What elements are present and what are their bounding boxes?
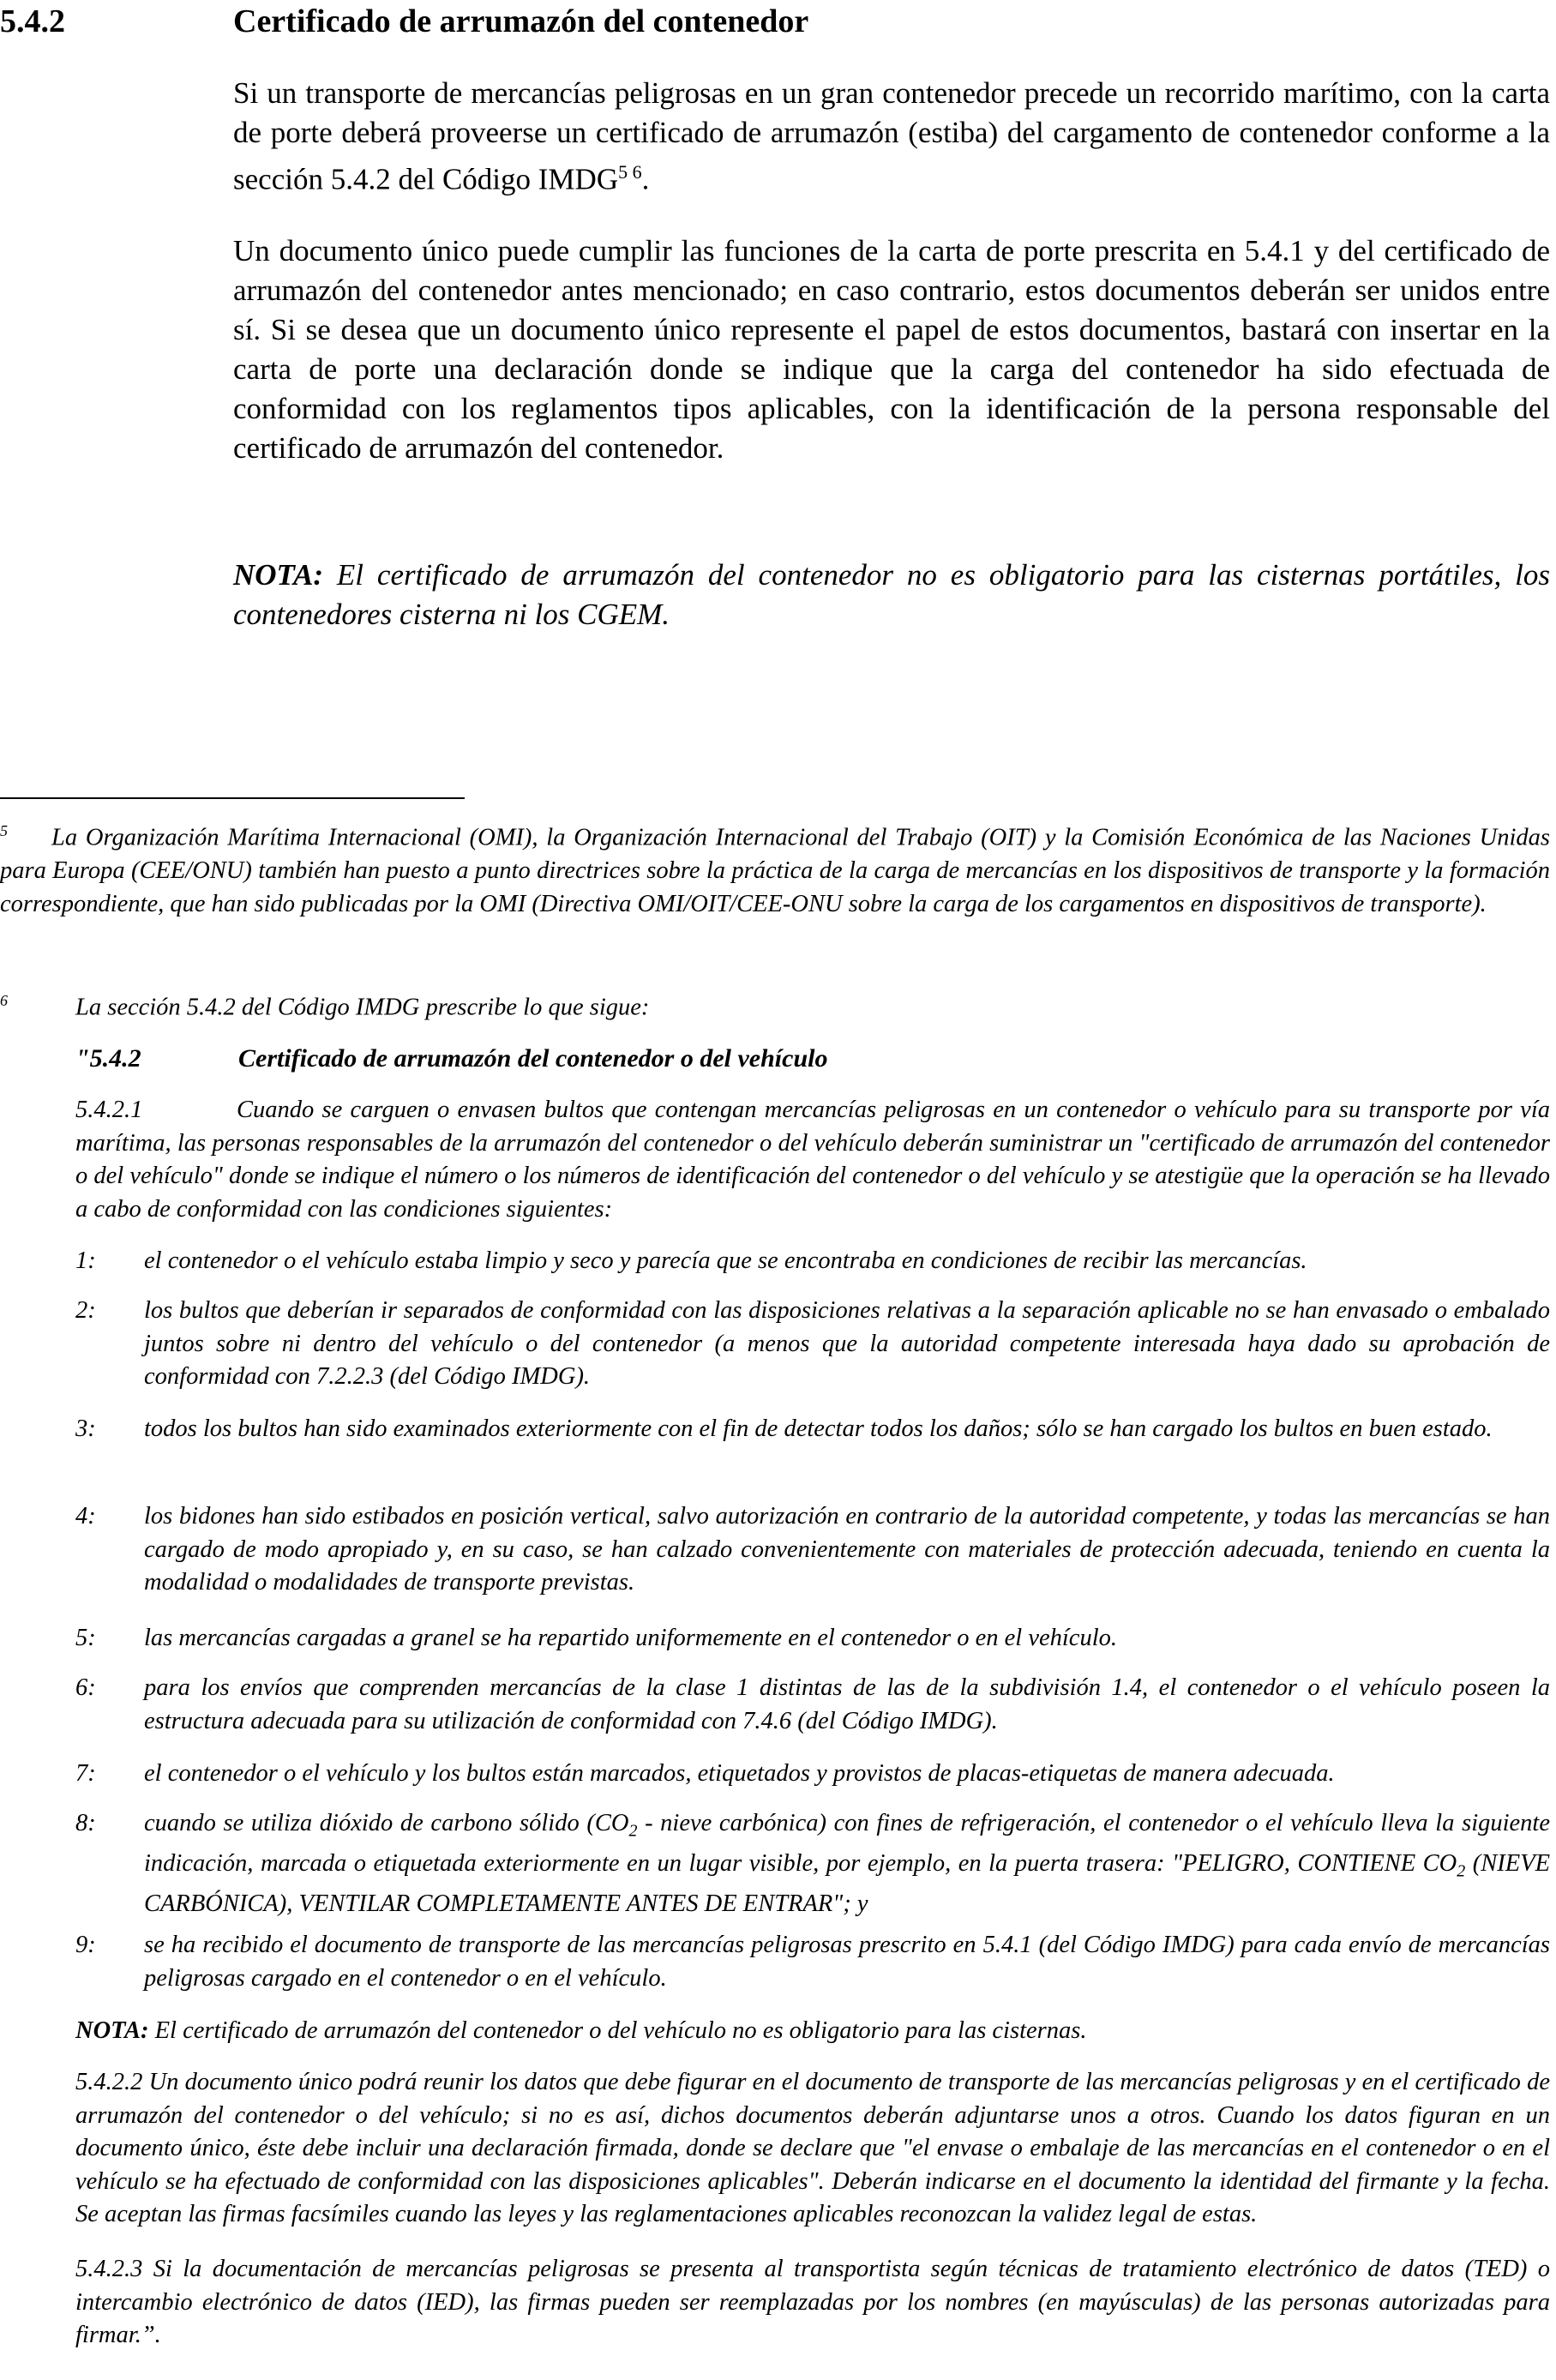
condition-text: los bultos que deberían ir separados de conformidad con las disposiciones relativas a la separación aplicable no se han envasado o embalado juntos sobre ni dentro del vehículo o del contenedor (a menos que la autoridad competente interesada haya dado su aprobación de conformidad con 7.2.2.3 (del Código IMDG). (144, 1297, 1550, 1390)
condition-item (75, 1500, 1550, 1600)
condition-item (75, 1929, 1550, 1995)
footnote-6-mark: 6 (0, 992, 8, 1009)
condition-item (75, 1807, 1550, 1921)
condition-number: 8: (75, 1810, 96, 1836)
footnote-5-mark: 5 (0, 822, 8, 839)
footnote-6 (0, 984, 1550, 1025)
quoted-subheading-title: Certificado de arrumazón del contenedor o del vehículo (238, 1044, 828, 1073)
condition-number: 3: (75, 1415, 96, 1442)
paragraph-1-text: Si un transporte de mercancías peligrosas en un gran contenedor precede un recorrido marítimo, con la carta de porte deberá proveerse un certificado de arrumazón (estiba) del cargamento de contenedor conforme a la sección 5.4.2 del Código IMDG (233, 76, 1550, 196)
footnote-5 (0, 814, 1550, 921)
condition-item (75, 1295, 1550, 1394)
nota-text: El certificado de arrumazón del contenedor no es obligatorio para las cisternas portátiles, los contenedores cisterna ni los CGEM. (233, 558, 1550, 631)
nota-paragraph (233, 556, 1550, 634)
condition-number: 9: (75, 1932, 96, 1958)
paragraph-5422 (0, 2066, 1550, 2232)
condition-number: 1: (75, 1247, 96, 1274)
paragraph-1 (233, 74, 1550, 200)
condition-number: 5: (75, 1625, 96, 1651)
paragraph-5423 (0, 2253, 1550, 2353)
condition-text-part: cuando se utiliza dióxido de carbono sólido (CO (144, 1810, 629, 1836)
paragraph-2-text: Un documento único puede cumplir las funciones de la carta de porte prescrita en 5.4.1 y del certificado de arrumazón del contenedor antes mencionado; en caso contrario, estos documentos deberán ser unidos entre sí. Si se desea que un documento único represente el papel de estos documentos, bastará con insertar en la carta de porte una declaración donde se indique que la carga del contenedor ha sido efectuada de conformidad con los reglamentos tipos aplicables, con la identificación de la persona responsable del certificado de arrumazón del contenedor. (233, 234, 1550, 465)
condition-item (75, 1672, 1550, 1738)
paragraph-5421 (0, 1094, 1550, 1226)
subscript: 2 (628, 1821, 638, 1841)
condition-item (75, 1622, 1550, 1656)
paragraph-5423-text: Si la documentación de mercancías peligrosas se presenta al transportista según técnicas de tratamiento electrónico de datos (TED) o intercambio electrónico de datos (IED), las firmas pueden ser reemplazadas por los nombres (en mayúsculas) de las personas autorizadas para firmar.”. (75, 2256, 1550, 2348)
nota-2-label: NOTA: (75, 2017, 149, 2044)
footnote-separator (0, 797, 465, 799)
condition-number: 4: (75, 1503, 96, 1530)
section-title: Certificado de arrumazón del contenedor (233, 3, 809, 39)
condition-item (75, 1413, 1550, 1446)
paragraph-1-end: . (641, 162, 650, 196)
condition-text (144, 1807, 1550, 1921)
condition-number: 7: (75, 1760, 96, 1787)
paragraph-5421-text: Cuando se carguen o envasen bultos que contengan mercancías peligrosas en un contenedor o vehículo para su transporte por vía marítima, las personas responsables de la arrumazón del contenedor o del vehículo deberán suministrar un "certificado de arrumazón del contenedor o del vehículo" donde se indique el número o los números de identificación del contenedor o del vehículo y se atestigüe que la operación se ha llevado a cabo de conformidad con las condiciones siguientes: (75, 1097, 1550, 1223)
condition-text: el contenedor o el vehículo estaba limpio y seco y parecía que se encontraba en condiciones de recibir las mercancías. (144, 1247, 1307, 1274)
condition-text: los bidones han sido estibados en posición vertical, salvo autorización en contrario de la autoridad competente, y todas las mercancías se han cargado de modo apropiado y, en su caso, se han calzado convenientemente con materiales de protección adecuada, teniendo en cuenta la modalidad o modalidades de transporte previstas. (144, 1503, 1550, 1596)
condition-text: se ha recibido el documento de transporte de las mercancías peligrosas prescrito en 5.4.1 (del Código IMDG) para cada envío de mercancías peligrosas cargado en el contenedor o en el vehículo. (144, 1932, 1550, 1992)
condition-text: todos los bultos han sido examinados exteriormente con el fin de detectar todos los daños; sólo se han cargado los bultos en buen estado. (144, 1415, 1493, 1442)
nota-2-text: El certificado de arrumazón del contenedor o del vehículo no es obligatorio para las cisternas. (148, 2017, 1087, 2044)
paragraph-5421-number: 5.4.2.1 (75, 1097, 143, 1123)
paragraph-5423-number: 5.4.2.3 (75, 2256, 143, 2282)
paragraph-5422-number: 5.4.2.2 (75, 2069, 143, 2095)
condition-item (75, 1245, 1550, 1278)
condition-text: para los envíos que comprenden mercancías de la clase 1 distintas de las de la subdivisión 1.4, el contenedor o el vehículo poseen la estructura adecuada para su utilización de conformidad con 7.4.6 (del Código IMDG). (144, 1674, 1550, 1734)
nota-cisternas (75, 2015, 1550, 2048)
condition-text-part: - nieve carbónica) con fines de refrigeración, el contenedor o el vehículo lleva la siguiente indicación, marcada o etiquetada exteriormente en un lugar visible, por ejemplo, en la puerta trasera: "PELIGRO, CONTIENE CO (144, 1810, 1551, 1878)
paragraph-2 (233, 231, 1550, 468)
section-number: 5.4.2 (0, 3, 65, 39)
quoted-subheading-number: "5.4.2 (75, 1044, 141, 1073)
quoted-subheading (75, 1043, 827, 1075)
condition-text: las mercancías cargadas a granel se ha repartido uniformemente en el contenedor o en el vehículo. (144, 1625, 1118, 1651)
nota-label: NOTA: (233, 558, 323, 592)
footnote-refs[interactable]: 5 6 (618, 161, 642, 183)
footnote-6-intro: La sección 5.4.2 del Código IMDG prescribe lo que sigue: (75, 994, 650, 1021)
footnote-5-text: La Organización Marítima Internacional (OMI), la Organización Internacional del Trabajo (OIT) y la Comisión Económica de las Naciones Unidas para Europa (CEE/ONU) también han puesto a punto directrices sobre la práctica de la carga de mercancías en los dispositivos de transporte y la formación correspondiente, que han sido publicadas por la OMI (Directiva OMI/OIT/CEE-ONU sobre la carga de los cargamentos en dispositivos de transporte). (0, 824, 1550, 917)
subscript: 2 (1457, 1861, 1466, 1881)
condition-number: 6: (75, 1674, 96, 1701)
paragraph-5422-text: Un documento único podrá reunir los datos que debe figurar en el documento de transporte de las mercancías peligrosas y en el certificado de arrumazón del contenedor o del vehículo; si no es así, dichos documentos deberán adjuntarse unos a otros. Cuando los datos figuran en un documento único, éste debe incluir una declaración firmada, donde se declare que "el envase o embalaje de las mercancías en el contenedor o en el vehículo se ha efectuado de conformidad con las disposiciones aplicables". Deberán indicarse en el documento la identidad del firmante y la fecha. Se aceptan las firmas facsímiles cuando las leyes y las reglamentaciones aplicables reconozcan la validez legal de estas. (75, 2069, 1550, 2227)
condition-item (75, 1758, 1550, 1791)
condition-number: 2: (75, 1297, 96, 1324)
condition-text-part: (NIEVE CARBÓNICA), VENTILAR COMPLETAMENTE ANTES DE ENTRAR"; y (144, 1850, 1551, 1918)
condition-text: el contenedor o el vehículo y los bultos están marcados, etiquetados y provistos de placas-etiquetas de manera adecuada. (144, 1760, 1335, 1787)
